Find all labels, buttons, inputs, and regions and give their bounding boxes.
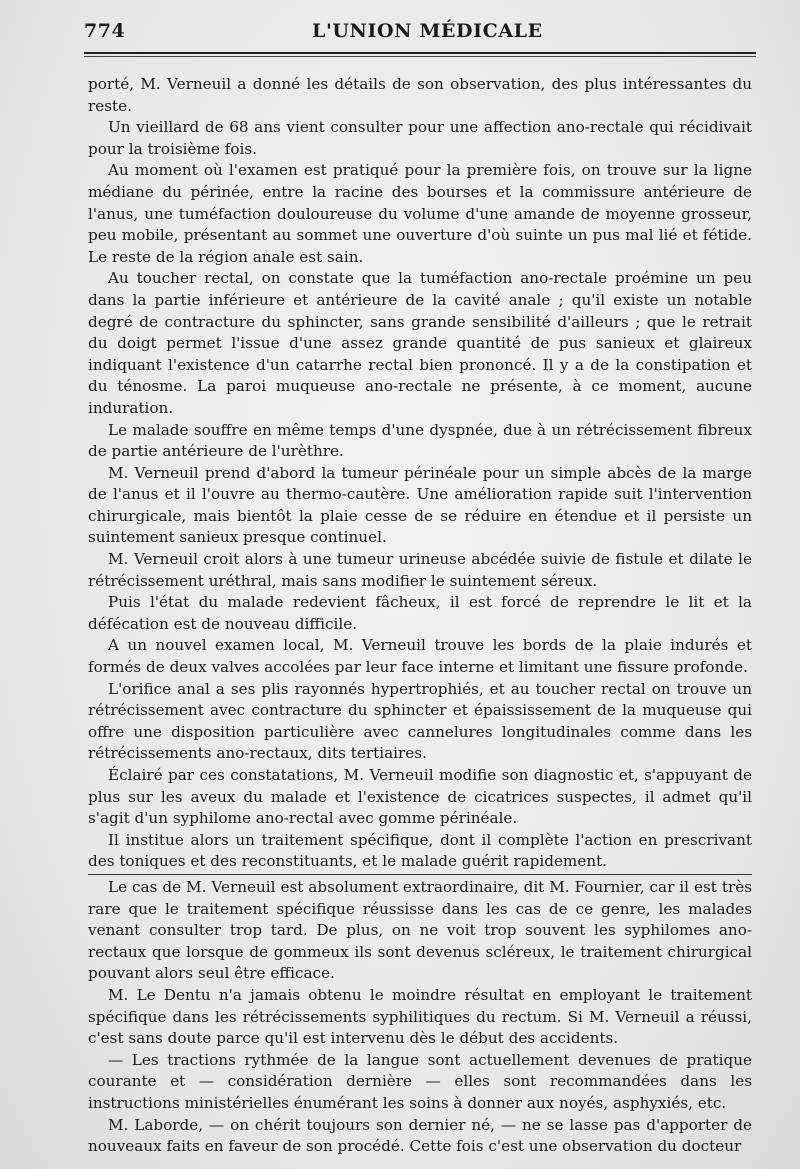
running-title: L'UNION MÉDICALE — [312, 20, 543, 42]
article-body — [88, 74, 752, 1158]
section-divider — [88, 874, 752, 875]
paragraph: porté, M. Verneuil a donné les détails de son observation, des plus intéressantes du reste. — [88, 75, 752, 115]
paragraph: Le malade souffre en même temps d'une dyspnée, due à un rétrécissement fibreux de partie antérieure de l'urèthre. — [88, 420, 752, 461]
paragraph: A un nouvel examen local, M. Verneuil trouve les bords de la plaie indurés et formés de deux valves accolées par leur face interne et limitant une fissure profonde. — [88, 636, 752, 677]
paragraph: L'orifice anal a ses plis rayonnés hypertrophiés, et au toucher rectal on trouve un rétrécissement avec contracture du sphincter et épaississement de la muqueuse qui offre une disposition particulière avec cannelures longitudinales comme dans les rétrécissements ano-rectaux, dits tertiaires. — [88, 679, 752, 763]
paragraph: M. Laborde, — on chérit toujours son dernier né, — ne se lasse pas d'apporter de nouveaux faits en faveur de son procédé. Cette fois c'est une observation du docteur — [88, 1115, 752, 1156]
header-rule-thin — [84, 56, 756, 57]
paragraph: Il institue alors un traitement spécifique, dont il complète l'action en prescrivant des toniques et des reconstituants, et le malade guérit rapidement. — [88, 830, 752, 871]
paragraph: Éclairé par ces constatations, M. Verneuil modifie son diagnostic et, s'appuyant de plus sur les aveux du malade et l'existence de cicatrices suspectes, il admet qu'il s'agit d'un syphilome ano-rectal avec gomme périnéale. — [88, 766, 752, 828]
header-rule — [84, 52, 756, 54]
paragraph: M. Verneuil croit alors à une tumeur urineuse abcédée suivie de fistule et dilate le rétrécissement uréthral, mais sans modifier le suintement séreux. — [88, 550, 752, 590]
paragraph: Au moment où l'examen est pratiqué pour la première fois, on trouve sur la ligne médiane du périnée, entre la racine des bourses et la commissure antérieure de l'anus, une tuméfaction douloureuse du volume d'une amande de moyenne grosseur, peu mobile, présentant au sommet une ouverture d'où suinte un pus mal lié et fétide. Le reste de la région anale est sain. — [88, 161, 752, 266]
page-header — [84, 20, 750, 50]
paragraph: Un vieillard de 68 ans vient consulter pour une affection ano-rectale qui récidivait pour la troisième fois. — [88, 118, 752, 158]
paragraph: Le cas de M. Verneuil est absolument extraordinaire, dit M. Fournier, car il est très rare que le traitement spécifique réussisse dans les cas de ce genre, les malades venant consulter trop tard. De plus, on ne voit trop souvent les syphilomes ano-rectaux que lorsque de gommeux ils sont devenus scléreux, le traitement chirurgical pouvant alors seul être efficace. — [88, 877, 752, 983]
paragraph: Au toucher rectal, on constate que la tuméfaction ano-rectale proémine un peu dans la partie inférieure et antérieure de la cavité anale ; qu'il existe un notable degré de contracture du sphincter, sans grande sensibilité d'ailleurs ; que le retrait du doigt permet l'issue d'une assez grande quantité de pus sanieux et glaireux indiquant l'existence d'un catarrhe rectal bien prononcé. Il y a de la constipation et du ténosme. La paroi muqueuse ano-rectale ne présente, à ce moment, aucune induration. — [88, 269, 752, 417]
paragraph: M. Le Dentu n'a jamais obtenu le moindre résultat en employant le traitement spécifique dans les rétrécissements syphilitiques du rectum. Si M. Verneuil a réussi, c'est sans doute parce qu'il est intervenu dès le début des accidents. — [88, 985, 752, 1048]
paragraph: M. Verneuil prend d'abord la tumeur périnéale pour un simple abcès de la marge de l'anus et il l'ouvre au thermo-cautère. Une amélioration rapide suit l'intervention chirurgicale, mais bientôt la plaie cesse de se réduire en étendue et il persiste un suintement sanieux presque continuel. — [88, 463, 752, 547]
page-number: 774 — [84, 20, 126, 42]
paragraph: Puis l'état du malade redevient fâcheux, il est forcé de reprendre le lit et la défécation est de nouveau difficile. — [88, 593, 752, 633]
paragraph: — Les tractions rythmée de la langue sont actuellement devenues de pratique courante et — considération dernière — elles sont recommandées dans les instructions ministérielles énumérant les soins à donner aux noyés, asphyxiés, etc. — [88, 1050, 752, 1112]
